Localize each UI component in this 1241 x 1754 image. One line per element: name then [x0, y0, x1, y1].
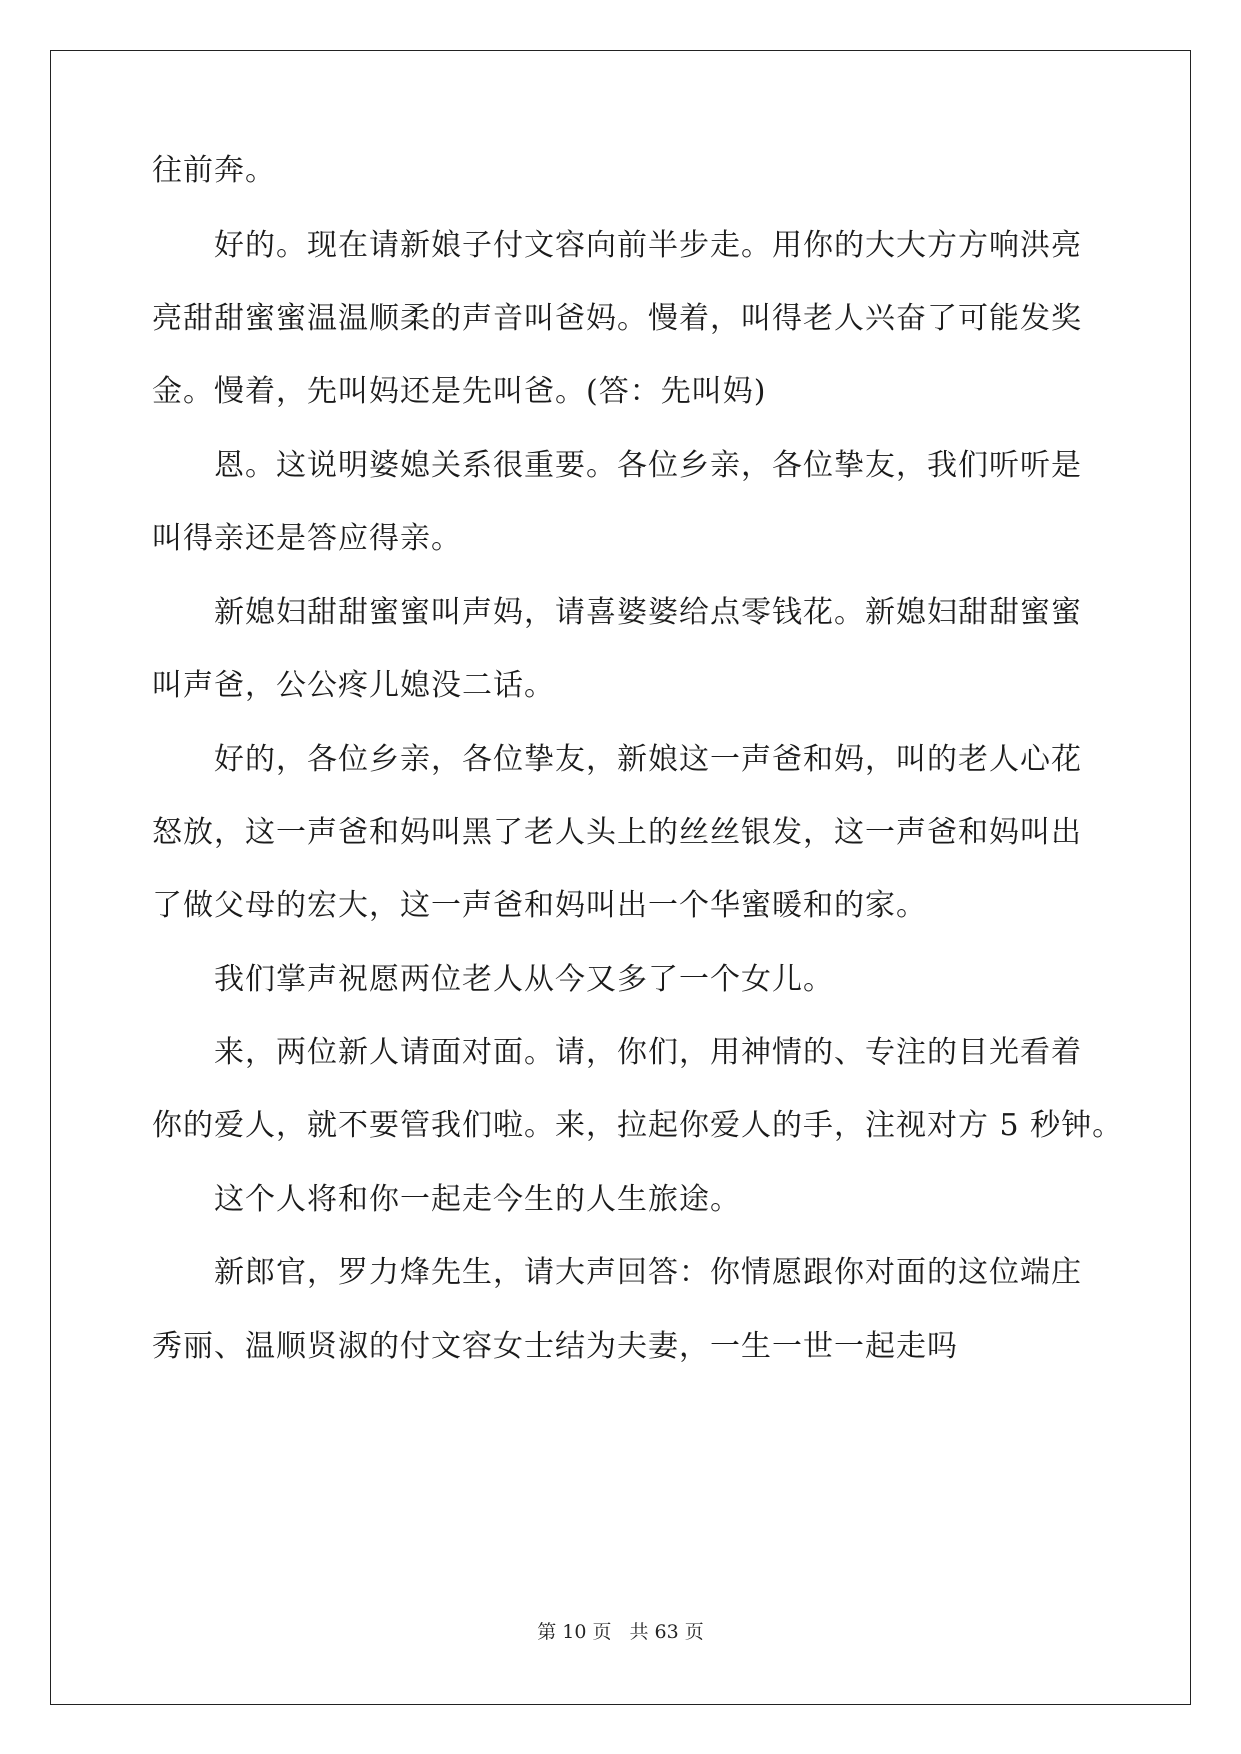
paragraph-start: 新媳妇甜甜蜜蜜叫声妈，请喜婆婆给点零钱花。新媳妇甜甜蜜蜜 — [214, 595, 1082, 630]
text-line: 叫得亲还是答应得亲。 — [152, 521, 462, 556]
text-line: 叫声爸，公公疼儿媳没二话。 — [152, 668, 555, 703]
text-line: 金。慢着，先叫妈还是先叫爸。(答：先叫妈) — [152, 374, 767, 409]
text-line: 往前奔。 — [152, 153, 276, 188]
paragraph-start: 恩。这说明婆媳关系很重要。各位乡亲，各位挚友，我们听听是 — [214, 448, 1082, 483]
text-line: 了做父母的宏大，这一声爸和妈叫出一个华蜜暖和的家。 — [152, 888, 927, 923]
paragraph-start: 好的，各位乡亲，各位挚友，新娘这一声爸和妈，叫的老人心花 — [214, 742, 1082, 777]
paragraph-start: 我们掌声祝愿两位老人从今又多了一个女儿。 — [214, 962, 834, 997]
text-line: 你的爱人，就不要管我们啦。来，拉起你爱人的手，注视对方 5 秒钟。 — [152, 1108, 1124, 1143]
page-footer — [0, 1619, 1241, 1645]
page-number: 第 10 页 — [537, 1621, 612, 1643]
paragraph-start: 这个人将和你一起走今生的人生旅途。 — [214, 1182, 741, 1217]
text-line: 亮甜甜蜜蜜温温顺柔的声音叫爸妈。慢着，叫得老人兴奋了可能发奖 — [152, 301, 1082, 336]
text-line: 怒放，这一声爸和妈叫黑了老人头上的丝丝银发，这一声爸和妈叫出 — [152, 815, 1082, 850]
text-line: 秀丽、温顺贤淑的付文容女士结为夫妻，一生一世一起走吗 — [152, 1329, 958, 1364]
paragraph-start: 来，两位新人请面对面。请，你们，用神情的、专注的目光看着 — [214, 1035, 1082, 1070]
page-total: 共 63 页 — [629, 1621, 704, 1643]
paragraph-start: 新郎官，罗力烽先生，请大声回答：你情愿跟你对面的这位端庄 — [214, 1255, 1082, 1290]
paragraph-start: 好的。现在请新娘子付文容向前半步走。用你的大大方方响洪亮 — [214, 228, 1082, 263]
